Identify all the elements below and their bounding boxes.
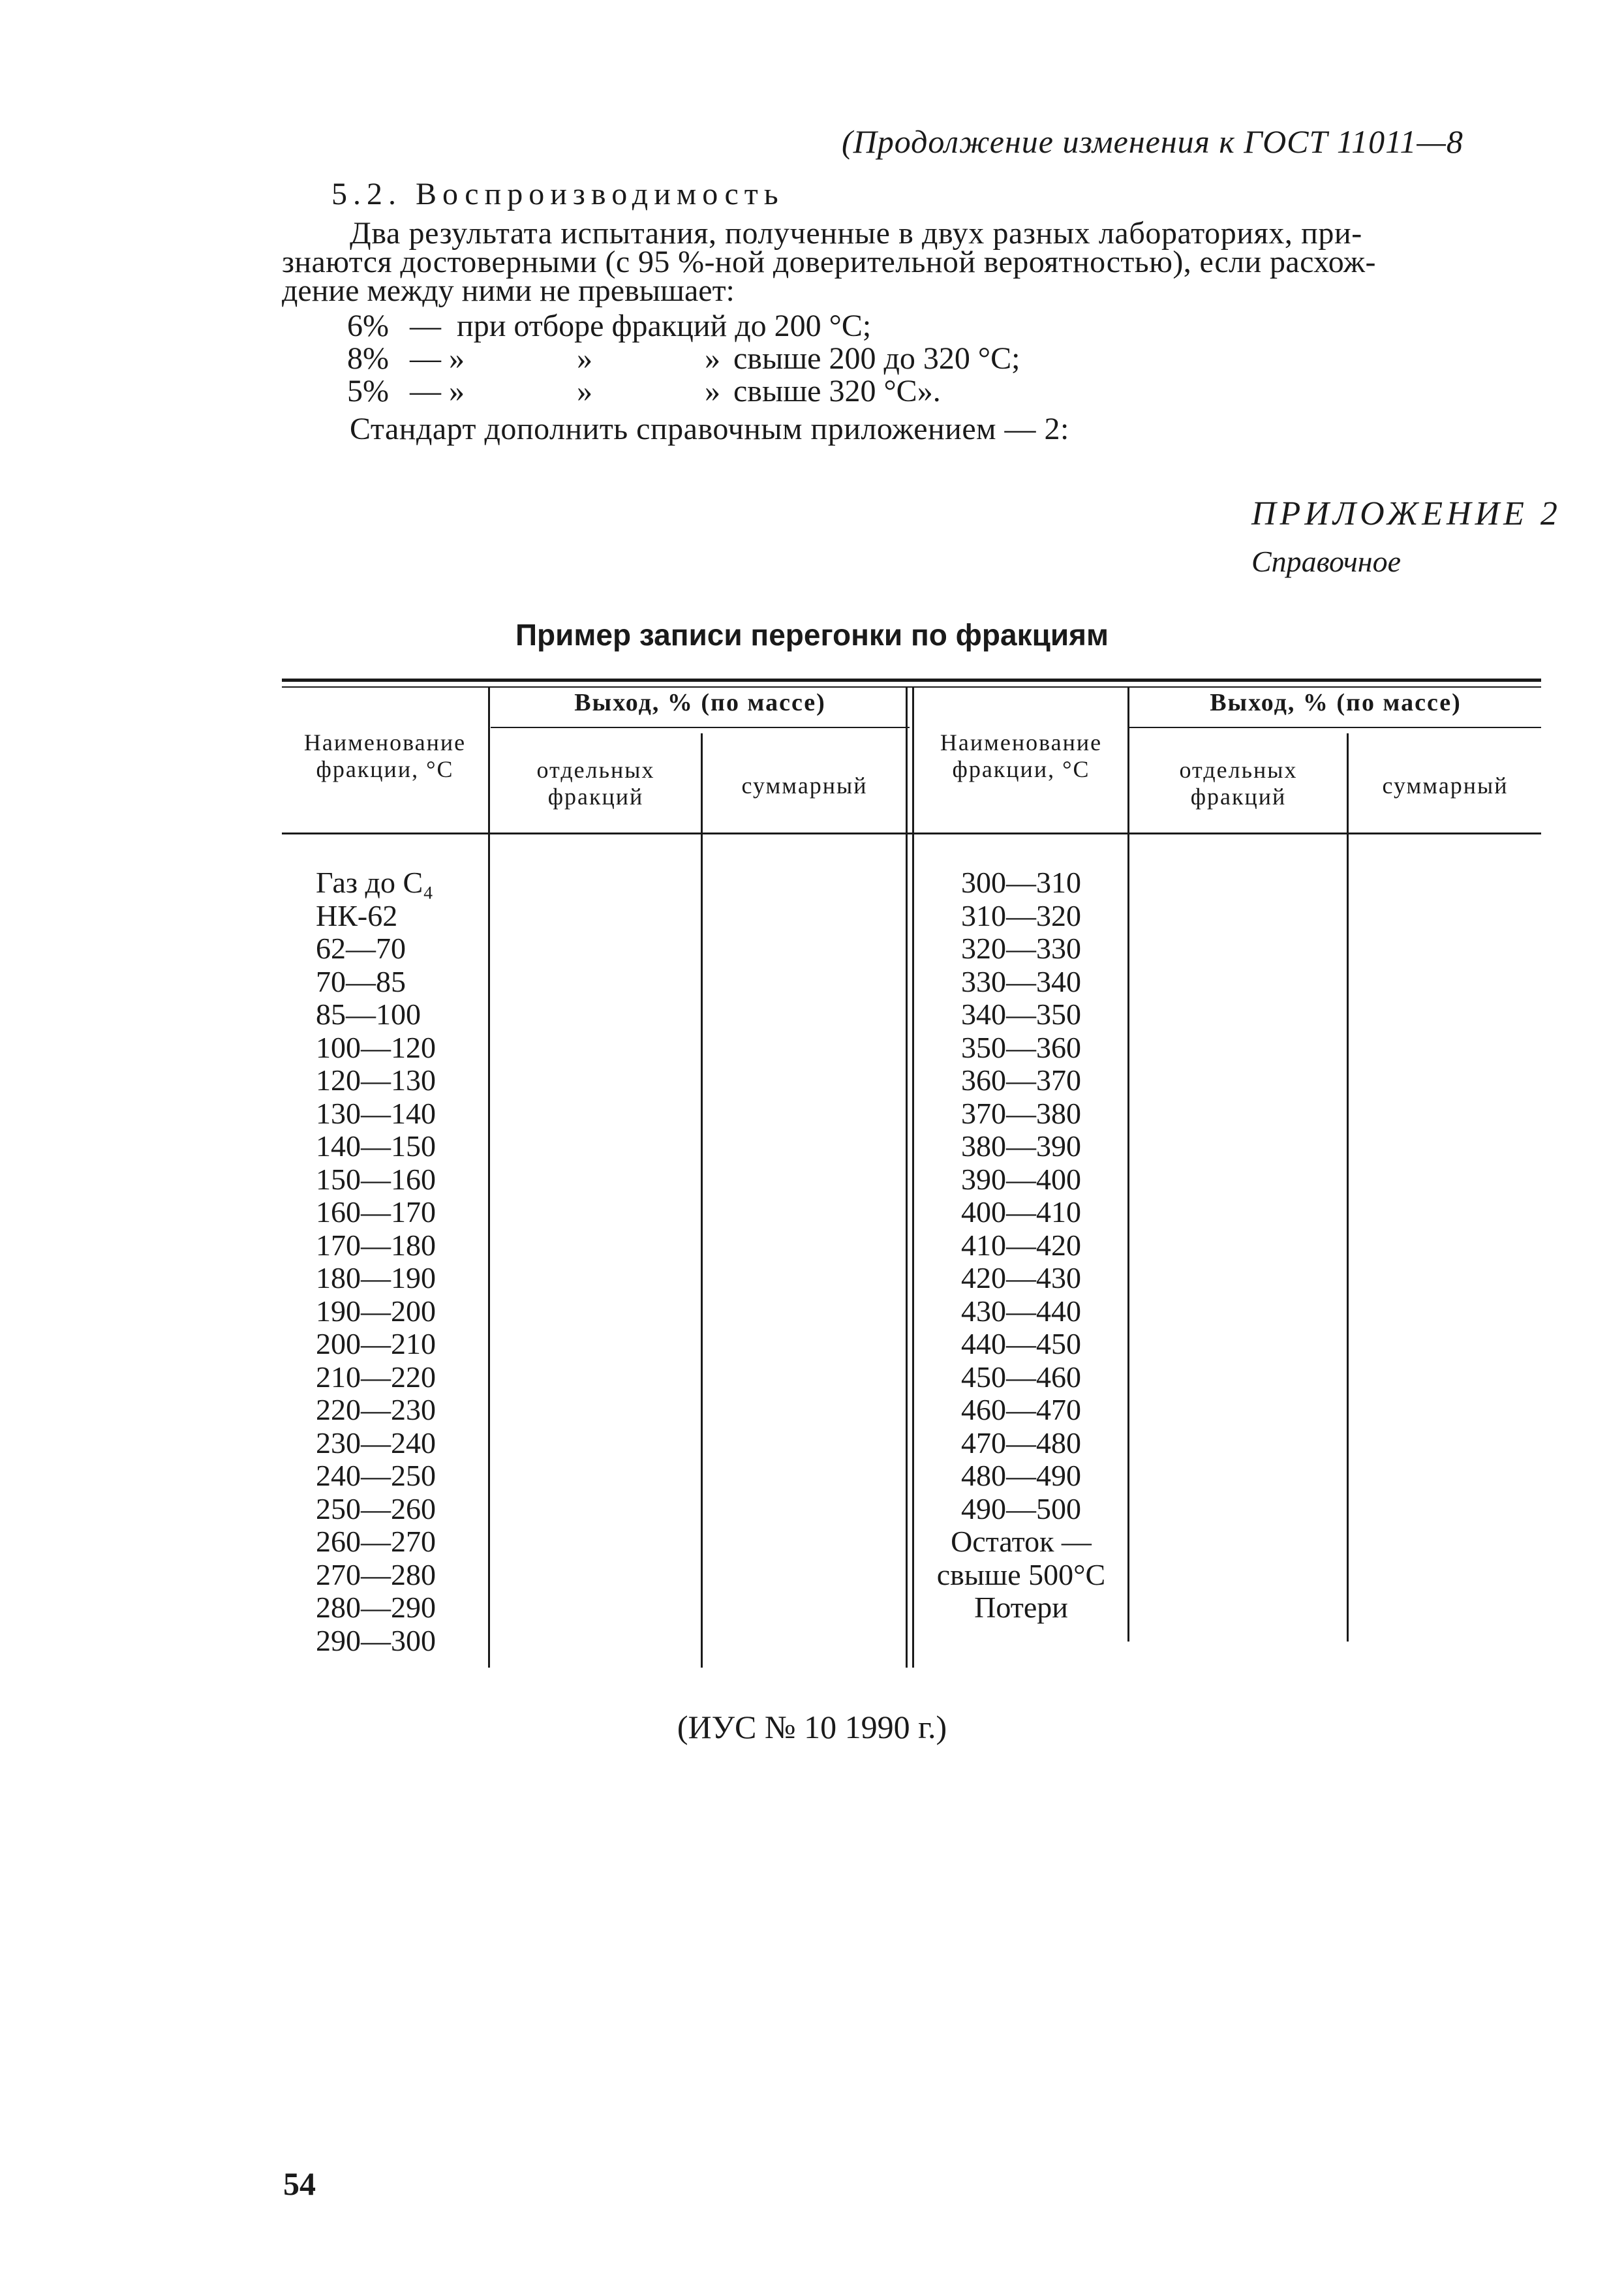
fraction-row: 410—420	[961, 1228, 1081, 1262]
fraction-row: 290—300	[316, 1623, 436, 1657]
header-sub-individual-right	[1130, 757, 1347, 811]
fraction-row: 340—350	[961, 998, 1081, 1031]
fraction-row: 390—400	[961, 1162, 1081, 1196]
item-text: свыше 320 °С».	[733, 374, 941, 408]
fraction-row: 380—390	[961, 1129, 1081, 1163]
item-dash: — »	[410, 341, 465, 376]
para-line-2: знаются достоверными (с 95 %-ной доверительной вероятностью), если расхож-	[282, 245, 1376, 279]
header-sub-individual	[491, 757, 701, 811]
right-fraction-column	[915, 866, 1127, 1625]
fraction-row: 160—170	[316, 1195, 436, 1229]
fraction-row: 280—290	[316, 1591, 436, 1624]
fraction-row: 150—160	[316, 1162, 436, 1196]
fraction-row: 230—240	[316, 1426, 436, 1459]
fraction-row: 460—470	[961, 1393, 1081, 1426]
issue-note: (ИУС № 10 1990 г.)	[677, 1709, 947, 1745]
header-sub1-line1: отдельных	[1179, 757, 1298, 783]
header-name-line1: Наименование	[940, 729, 1103, 756]
item-pct: 5%	[347, 374, 389, 408]
item-dash: — »	[410, 374, 465, 408]
item-ditto: »	[577, 341, 592, 376]
fraction-row: 190—200	[316, 1294, 436, 1328]
header-name-line2: фракции, °С	[952, 756, 1090, 783]
fraction-row: 250—260	[316, 1491, 436, 1525]
column-divider-double	[912, 688, 914, 1668]
para-line-1: Два результата испытания, полученные в двух разных лабораториях, при-	[350, 216, 1362, 251]
fraction-row: 470—480	[961, 1426, 1081, 1459]
header-sub1-line1: отдельных	[536, 757, 655, 783]
group-rule-left	[491, 727, 910, 728]
fraction-row: 430—440	[961, 1294, 1081, 1328]
fraction-row: 70—85	[316, 964, 406, 998]
column-divider	[1127, 688, 1129, 1642]
fraction-row: 480—490	[961, 1459, 1081, 1492]
fraction-row: 400—410	[961, 1195, 1081, 1229]
item-dash: —	[410, 309, 441, 343]
header-sub-cumulative: суммарный	[741, 772, 868, 799]
item-text: свыше 200 до 320 °С;	[733, 341, 1020, 376]
fraction-row: Газ до С₄	[316, 866, 434, 899]
column-divider	[1347, 733, 1349, 1642]
fraction-row: Остаток —	[951, 1525, 1092, 1558]
fraction-row: 450—460	[961, 1360, 1081, 1394]
column-divider	[701, 733, 703, 1668]
header-sub-cumulative-right: суммарный	[1382, 772, 1509, 799]
fraction-row: 350—360	[961, 1030, 1081, 1064]
page-number: 54	[283, 2165, 316, 2202]
header-sub1-line2: фракций	[1190, 784, 1287, 810]
fraction-row: 320—330	[961, 932, 1081, 965]
header-name-col	[282, 729, 488, 784]
fraction-row: 260—270	[316, 1525, 436, 1558]
fraction-row: 370—380	[961, 1096, 1081, 1130]
fraction-row: свыше 500°С	[936, 1557, 1106, 1591]
fraction-row: 310—320	[961, 898, 1081, 932]
fraction-row: 360—370	[961, 1063, 1081, 1097]
fraction-row: 85—100	[316, 998, 421, 1031]
group-rule-right	[1127, 727, 1541, 728]
left-fraction-column	[316, 866, 436, 1657]
column-divider	[488, 688, 490, 1668]
table-top-rule-thin	[282, 686, 1541, 688]
header-sub1-line2: фракций	[547, 784, 644, 810]
column-divider-double	[906, 688, 908, 1668]
header-group-right: Выход, % (по массе)	[1210, 689, 1462, 716]
header-name-col-right	[915, 729, 1127, 784]
item-text: при отборе фракций до 200 °С;	[457, 309, 872, 343]
header-bottom-rule	[282, 833, 1541, 834]
fraction-row: 130—140	[316, 1096, 436, 1130]
header-note: (Продолжение изменения к ГОСТ 11011—8	[842, 123, 1463, 160]
appendix-subtitle: Справочное	[1251, 545, 1402, 578]
appendix-title: ПРИЛОЖЕНИЕ 2	[1251, 495, 1561, 532]
fraction-row: 240—250	[316, 1459, 436, 1492]
fraction-row: 420—430	[961, 1261, 1081, 1294]
fraction-row: 170—180	[316, 1228, 436, 1262]
fraction-row: 180—190	[316, 1261, 436, 1294]
table-title: Пример записи перегонки по фракциям	[515, 618, 1109, 652]
fraction-row: 120—130	[316, 1063, 436, 1097]
fraction-row: 200—210	[316, 1327, 436, 1360]
fraction-row: 220—230	[316, 1393, 436, 1426]
item-ditto: »	[577, 374, 592, 408]
fraction-row: 140—150	[316, 1129, 436, 1163]
fraction-row: 330—340	[961, 964, 1081, 998]
fraction-row: 440—450	[961, 1327, 1081, 1360]
fraction-row: 270—280	[316, 1557, 436, 1591]
header-name-line2: фракции, °С	[316, 756, 454, 783]
item-pct: 8%	[347, 341, 389, 376]
fraction-row: 300—310	[961, 866, 1081, 899]
closing-line: Стандарт дополнить справочным приложением — 2:	[350, 412, 1069, 446]
item-pct: 6%	[347, 309, 389, 343]
header-name-line1: Наименование	[303, 729, 467, 756]
header-group: Выход, % (по массе)	[574, 689, 826, 716]
fraction-row: 100—120	[316, 1030, 436, 1064]
fraction-row: НК-62	[316, 898, 398, 932]
item-ditto: »	[705, 341, 720, 376]
fraction-row: 490—500	[961, 1491, 1081, 1525]
fraction-row: Потери	[974, 1591, 1068, 1624]
table-top-rule	[282, 679, 1541, 682]
item-ditto: »	[705, 374, 720, 408]
section-title: 5.2. Воспроизводимость	[331, 177, 784, 211]
fraction-row: 62—70	[316, 932, 406, 965]
para-line-3: дение между ними не превышает:	[282, 273, 735, 308]
fraction-row: 210—220	[316, 1360, 436, 1394]
